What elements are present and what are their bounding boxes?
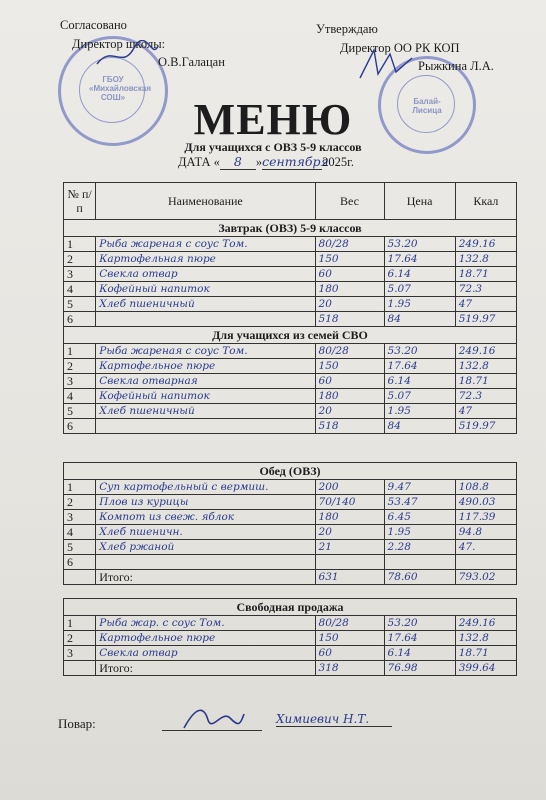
cell-price: 84 bbox=[384, 419, 455, 434]
cell-price: 53.20 bbox=[384, 616, 455, 631]
cell-name: Кофейный напиток bbox=[96, 282, 315, 297]
approve-label: Утверждаю bbox=[316, 22, 378, 36]
cell-name: Рыба жареная с соус Том. bbox=[96, 344, 315, 359]
cell-price: 53.20 bbox=[384, 344, 455, 359]
total-kcal: 793.02 bbox=[455, 570, 516, 585]
cell-name: Картофельная пюре bbox=[96, 252, 315, 267]
section-title: Свободная продажа bbox=[64, 599, 517, 616]
cell-weight: 150 bbox=[315, 252, 384, 267]
cell-kcal: 249.16 bbox=[455, 237, 516, 252]
education-stamp-text: Балай-Лисица bbox=[412, 97, 442, 115]
cell-name bbox=[96, 555, 315, 570]
free-sale-table bbox=[63, 598, 517, 676]
cell-weight: 21 bbox=[315, 540, 384, 555]
breakfast-table bbox=[63, 182, 517, 434]
col-weight: Вес bbox=[315, 183, 384, 220]
cook-name: Химиевич Н.Т. bbox=[276, 712, 392, 727]
cell-name: Свекла отвар bbox=[96, 646, 315, 661]
table-row bbox=[64, 525, 517, 540]
table-row bbox=[64, 404, 517, 419]
cell-number: 1 bbox=[64, 237, 96, 252]
section-title: Завтрак (ОВЗ) 5-9 классов bbox=[64, 220, 517, 237]
cell-kcal: 132.8 bbox=[455, 631, 516, 646]
cell-number: 6 bbox=[64, 312, 96, 327]
cell-kcal: 47 bbox=[455, 297, 516, 312]
cell-number: 4 bbox=[64, 389, 96, 404]
cell-weight: 150 bbox=[315, 631, 384, 646]
cell-name: Хлеб пшеничный bbox=[96, 404, 315, 419]
table-row bbox=[64, 540, 517, 555]
total-kcal: 399.64 bbox=[455, 661, 516, 676]
cell-number: 4 bbox=[64, 525, 96, 540]
cell-price: 6.14 bbox=[384, 646, 455, 661]
date-day: 8 bbox=[220, 154, 256, 170]
header-row bbox=[64, 183, 517, 220]
col-kcal: Ккал bbox=[455, 183, 516, 220]
cell-price: 53.20 bbox=[384, 237, 455, 252]
cell-price: 5.07 bbox=[384, 282, 455, 297]
cell-weight bbox=[315, 555, 384, 570]
cell-price: 84 bbox=[384, 312, 455, 327]
page-title: МЕНЮ bbox=[193, 95, 353, 144]
cell-number: 2 bbox=[64, 252, 96, 267]
table-row bbox=[64, 555, 517, 570]
cell-name: Картофельное пюре bbox=[96, 631, 315, 646]
cell-name: Свекла отварная bbox=[96, 374, 315, 389]
cell-kcal: 72.3 bbox=[455, 282, 516, 297]
table-row bbox=[64, 495, 517, 510]
cell-number: 5 bbox=[64, 297, 96, 312]
cell-price: 5.07 bbox=[384, 389, 455, 404]
cell-price: 1.95 bbox=[384, 297, 455, 312]
cell-price: 6.14 bbox=[384, 267, 455, 282]
cell-kcal: 18.71 bbox=[455, 646, 516, 661]
table-row bbox=[64, 297, 517, 312]
cell-number: 3 bbox=[64, 510, 96, 525]
left-signature-icon bbox=[92, 40, 162, 70]
cell-price: 17.64 bbox=[384, 252, 455, 267]
total-row bbox=[64, 661, 517, 676]
table-row bbox=[64, 646, 517, 661]
cell-empty bbox=[64, 570, 96, 585]
table-row bbox=[64, 374, 517, 389]
cell-kcal: 47 bbox=[455, 404, 516, 419]
cell-kcal: 94.8 bbox=[455, 525, 516, 540]
col-price: Цена bbox=[384, 183, 455, 220]
cell-number: 3 bbox=[64, 646, 96, 661]
cell-kcal: 18.71 bbox=[455, 374, 516, 389]
right-signature-icon bbox=[356, 44, 416, 84]
cell-name bbox=[96, 312, 315, 327]
cell-name: Хлеб пшеничн. bbox=[96, 525, 315, 540]
table-row bbox=[64, 616, 517, 631]
total-label: Итого: bbox=[96, 661, 315, 676]
cell-kcal: 72.3 bbox=[455, 389, 516, 404]
cell-price: 17.64 bbox=[384, 359, 455, 374]
lunch-table bbox=[63, 462, 517, 585]
cell-weight: 200 bbox=[315, 480, 384, 495]
cell-price: 9.47 bbox=[384, 480, 455, 495]
cell-weight: 150 bbox=[315, 359, 384, 374]
cell-weight: 60 bbox=[315, 646, 384, 661]
cell-kcal: 18.71 bbox=[455, 267, 516, 282]
agreed-label: Согласовано bbox=[60, 18, 127, 32]
date-suffix: 2025г. bbox=[322, 155, 354, 169]
date-prefix: ДАТА « bbox=[178, 155, 220, 169]
cell-price: 17.64 bbox=[384, 631, 455, 646]
table-row bbox=[64, 419, 517, 434]
table-row bbox=[64, 237, 517, 252]
cell-weight: 80/28 bbox=[315, 616, 384, 631]
total-row bbox=[64, 570, 517, 585]
table-row bbox=[64, 359, 517, 374]
cell-weight: 20 bbox=[315, 297, 384, 312]
cell-kcal: 132.8 bbox=[455, 359, 516, 374]
table-row bbox=[64, 344, 517, 359]
cell-name: Картофельное пюре bbox=[96, 359, 315, 374]
total-weight: 318 bbox=[315, 661, 384, 676]
oo-director-label: Директор ОО РК КОП bbox=[340, 41, 460, 55]
cell-weight: 518 bbox=[315, 312, 384, 327]
section-title: Для учащихся из семей СВО bbox=[64, 327, 517, 344]
table-row bbox=[64, 312, 517, 327]
cell-price: 6.45 bbox=[384, 510, 455, 525]
cell-kcal: 249.16 bbox=[455, 344, 516, 359]
cell-weight: 180 bbox=[315, 389, 384, 404]
cell-number: 6 bbox=[64, 419, 96, 434]
cook-label: Повар: bbox=[58, 716, 96, 731]
cell-number: 1 bbox=[64, 616, 96, 631]
date-line bbox=[178, 154, 354, 170]
cell-number: 1 bbox=[64, 344, 96, 359]
cell-weight: 60 bbox=[315, 374, 384, 389]
cell-number: 5 bbox=[64, 404, 96, 419]
cell-weight: 518 bbox=[315, 419, 384, 434]
cell-price: 1.95 bbox=[384, 404, 455, 419]
total-price: 76.98 bbox=[384, 661, 455, 676]
school-director-name: О.В.Галацан bbox=[158, 55, 225, 69]
total-weight: 631 bbox=[315, 570, 384, 585]
cell-price: 1.95 bbox=[384, 525, 455, 540]
cell-number: 4 bbox=[64, 282, 96, 297]
table-row bbox=[64, 510, 517, 525]
cook-signature-icon bbox=[178, 702, 248, 736]
school-stamp-text: ГБОУ «Михайловская СОШ» bbox=[89, 75, 151, 102]
date-mid: » bbox=[255, 155, 263, 169]
cell-number: 6 bbox=[64, 555, 96, 570]
table-row bbox=[64, 389, 517, 404]
total-label: Итого: bbox=[96, 570, 315, 585]
cell-kcal: 108.8 bbox=[455, 480, 516, 495]
table-row bbox=[64, 267, 517, 282]
cell-number: 2 bbox=[64, 359, 96, 374]
cell-weight: 180 bbox=[315, 282, 384, 297]
cell-kcal: 519.97 bbox=[455, 312, 516, 327]
cell-weight: 80/28 bbox=[315, 344, 384, 359]
col-name: Наименование bbox=[96, 183, 315, 220]
cell-number: 3 bbox=[64, 374, 96, 389]
cell-price: 6.14 bbox=[384, 374, 455, 389]
cell-name: Суп картофельный с вермиш. bbox=[96, 480, 315, 495]
table-row bbox=[64, 631, 517, 646]
cell-weight: 180 bbox=[315, 510, 384, 525]
cell-price bbox=[384, 555, 455, 570]
cell-number: 5 bbox=[64, 540, 96, 555]
section-row bbox=[64, 599, 517, 616]
cell-name: Кофейный напиток bbox=[96, 389, 315, 404]
cell-kcal: 132.8 bbox=[455, 252, 516, 267]
cell-name: Компот из свеж. яблок bbox=[96, 510, 315, 525]
date-month: сентября bbox=[262, 154, 329, 169]
cell-name: Рыба жар. с соус Том. bbox=[96, 616, 315, 631]
cell-name: Свекла отвар bbox=[96, 267, 315, 282]
cell-number: 3 bbox=[64, 267, 96, 282]
cell-name: Рыба жареная с соус Том. bbox=[96, 237, 315, 252]
cell-empty bbox=[64, 661, 96, 676]
cell-weight: 80/28 bbox=[315, 237, 384, 252]
cell-weight: 20 bbox=[315, 404, 384, 419]
cell-name bbox=[96, 419, 315, 434]
cell-price: 2.28 bbox=[384, 540, 455, 555]
cell-weight: 70/140 bbox=[315, 495, 384, 510]
cell-weight: 60 bbox=[315, 267, 384, 282]
section-row bbox=[64, 463, 517, 480]
total-price: 78.60 bbox=[384, 570, 455, 585]
cell-price: 53.47 bbox=[384, 495, 455, 510]
section-row bbox=[64, 327, 517, 344]
cell-kcal bbox=[455, 555, 516, 570]
cell-kcal: 249.16 bbox=[455, 616, 516, 631]
cell-name: Хлеб ржаной bbox=[96, 540, 315, 555]
section-title: Обед (ОВЗ) bbox=[64, 463, 517, 480]
oo-director-name: Рыжкина Л.А. bbox=[418, 59, 494, 73]
table-row bbox=[64, 282, 517, 297]
cell-kcal: 47. bbox=[455, 540, 516, 555]
cell-kcal: 490.03 bbox=[455, 495, 516, 510]
col-number: № п/п bbox=[64, 183, 96, 220]
cell-kcal: 117.39 bbox=[455, 510, 516, 525]
cell-number: 2 bbox=[64, 495, 96, 510]
cell-name: Хлеб пшеничный bbox=[96, 297, 315, 312]
table-row bbox=[64, 252, 517, 267]
section-row bbox=[64, 220, 517, 237]
cell-number: 1 bbox=[64, 480, 96, 495]
cell-kcal: 519.97 bbox=[455, 419, 516, 434]
table-row bbox=[64, 480, 517, 495]
cell-name: Плов из курицы bbox=[96, 495, 315, 510]
school-director-label: Директор школы: bbox=[72, 37, 166, 51]
cell-number: 2 bbox=[64, 631, 96, 646]
cell-weight: 20 bbox=[315, 525, 384, 540]
page-subtitle: Для учащихся с ОВЗ 5-9 классов bbox=[184, 140, 362, 154]
